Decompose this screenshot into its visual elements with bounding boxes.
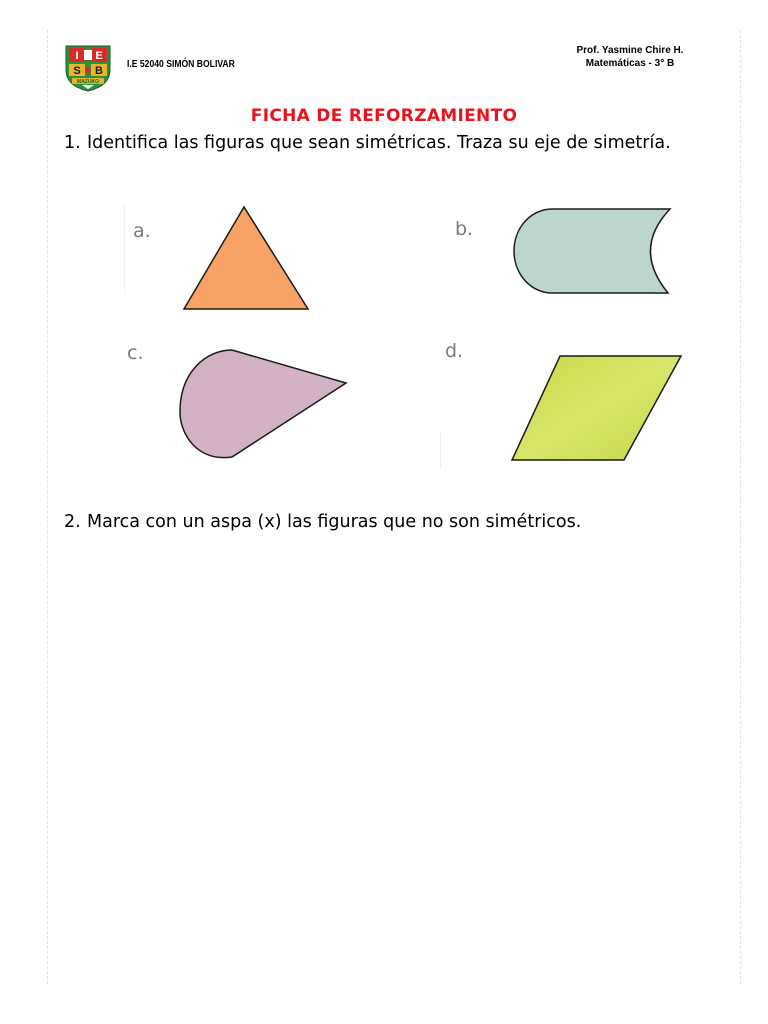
page-margin-left — [47, 30, 48, 984]
question-1-text: Identifica las figuras que sean simétricas. Traza su eje de simetría. — [87, 133, 671, 153]
teacher-name: Prof. Yasmine Chire H. — [576, 45, 684, 56]
crest-letter-b: B — [95, 65, 103, 77]
figure-d-label: d. — [445, 340, 464, 362]
question-1 — [64, 131, 704, 156]
subject-grade: Matemáticas - 3° B — [585, 58, 675, 69]
crest-letter-i: I — [75, 50, 79, 62]
question-2 — [64, 510, 704, 535]
figure-a-triangle — [184, 207, 308, 309]
figure-c-label: c. — [127, 342, 144, 364]
crest-letter-e: E — [95, 50, 103, 62]
figure-a-label: a. — [133, 220, 151, 242]
crest-banner-text: MAZUKO — [77, 79, 99, 85]
school-crest-logo — [63, 44, 113, 92]
figure-a-panel — [122, 204, 332, 324]
figure-c-panel — [122, 338, 352, 466]
page-margin-right — [740, 30, 741, 984]
figure-b-panel — [444, 204, 684, 309]
question-2-text: Marca con un aspa (x) las figuras que no son simétricos. — [87, 512, 582, 532]
figure-d-panel — [440, 336, 690, 468]
crest-letter-s: S — [73, 65, 81, 77]
figure-d-parallelogram — [512, 356, 681, 460]
question-2-number: 2. — [64, 512, 81, 532]
figure-b-label: b. — [455, 218, 474, 240]
figure-c-teardrop — [180, 350, 346, 458]
question-1-number: 1. — [64, 133, 81, 153]
school-name: I.E 52040 SIMÓN BOLIVAR — [127, 59, 235, 70]
figure-b-curved-shape — [514, 209, 670, 293]
worksheet-title: FICHA DE REFORZAMIENTO — [250, 106, 518, 126]
